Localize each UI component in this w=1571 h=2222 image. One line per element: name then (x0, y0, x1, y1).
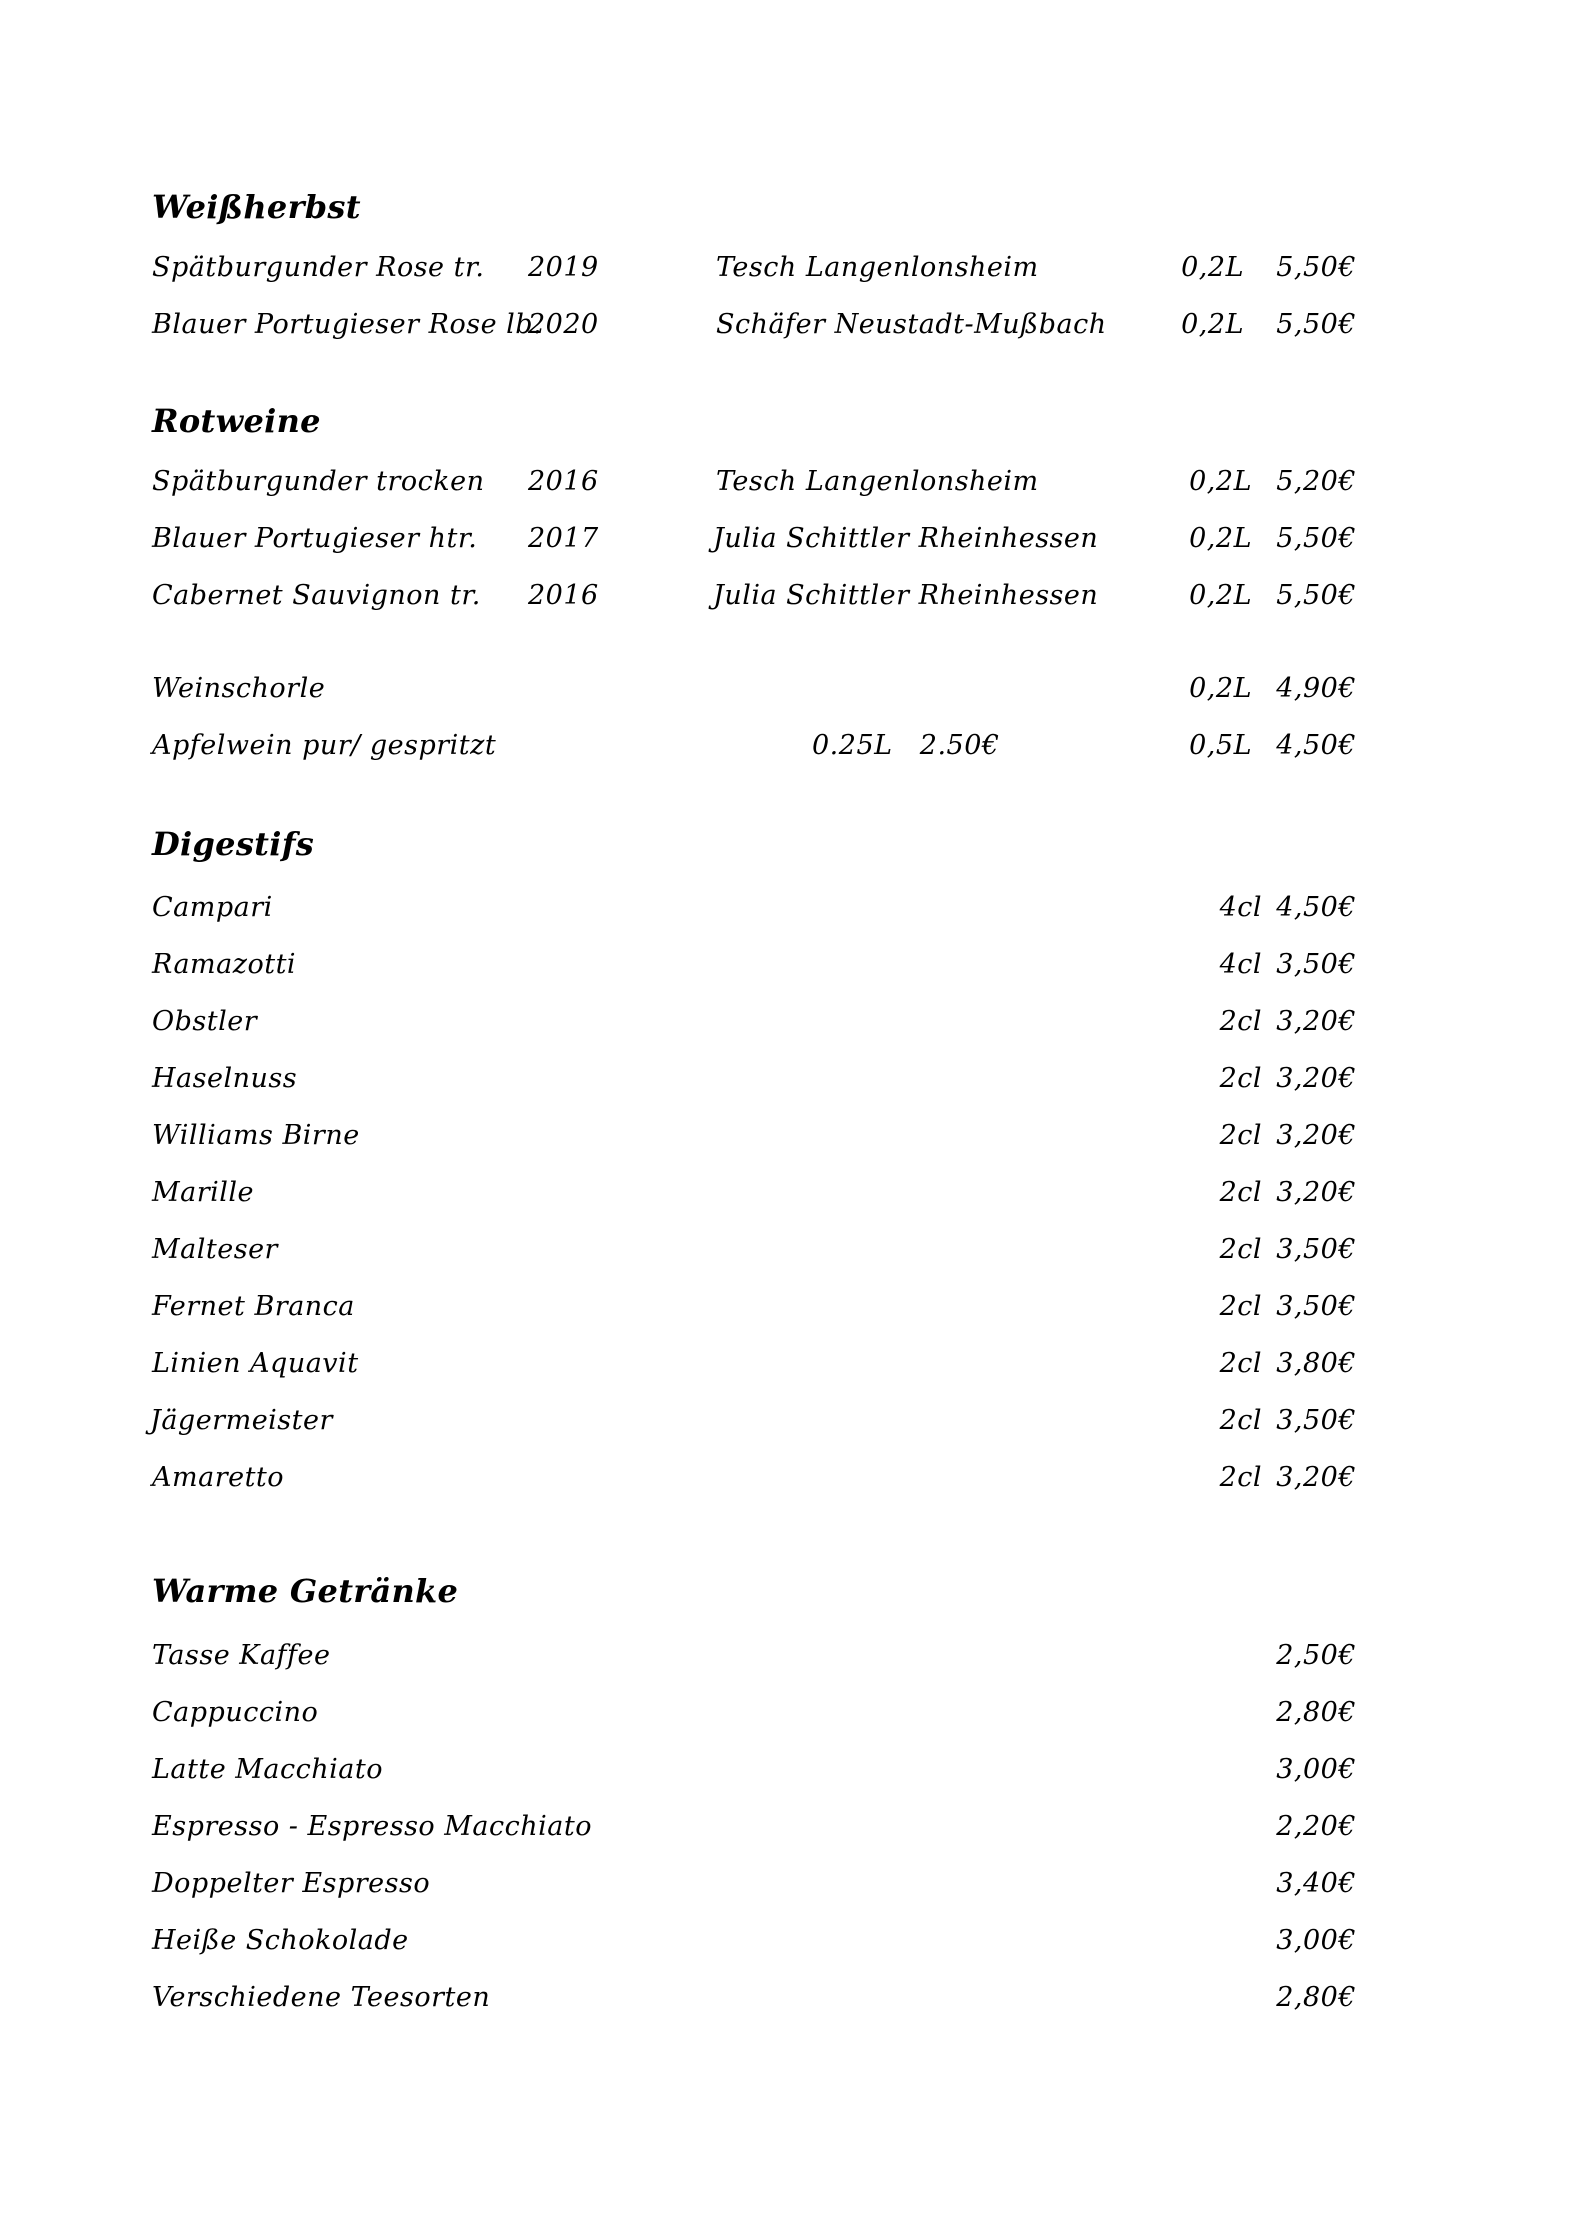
volume: 0,2L (1189, 466, 1252, 497)
drink-name: Doppelter Espresso (152, 1868, 431, 1899)
volume: 4cl (1219, 949, 1262, 980)
wine-name: Spätburgunder Rose tr. (152, 252, 485, 283)
price: 5,50€ (1276, 309, 1356, 340)
volume: 2cl (1219, 1063, 1262, 1094)
volume: 2cl (1219, 1006, 1262, 1037)
price: 3,00€ (1276, 1754, 1356, 1785)
wine-name: Spätburgunder trocken (152, 466, 485, 497)
price: 3,80€ (1276, 1348, 1356, 1379)
wine-producer: Julia Schittler Rheinhessen (713, 580, 1099, 611)
volume: 0,2L (1189, 673, 1252, 704)
price: 2,80€ (1276, 1697, 1356, 1728)
price: 2,80€ (1276, 1982, 1356, 2013)
wine-year: 2016 (528, 580, 599, 611)
volume: 2cl (1219, 1291, 1262, 1322)
wine-year: 2019 (528, 252, 599, 283)
price: 2,50€ (1276, 1640, 1356, 1671)
wine-year: 2016 (528, 466, 599, 497)
drink-name: Amaretto (152, 1462, 285, 1493)
volume: 2cl (1219, 1348, 1262, 1379)
price: 5,50€ (1276, 580, 1356, 611)
drink-name: Fernet Branca (152, 1291, 355, 1322)
price: 3,50€ (1276, 1234, 1356, 1265)
volume: 4cl (1219, 892, 1262, 923)
price: 3,20€ (1276, 1120, 1356, 1151)
volume: 2cl (1219, 1177, 1262, 1208)
drink-name: Campari (152, 892, 273, 923)
wine-name: Blauer Portugieser Rose lb. (152, 309, 543, 340)
wine-name: Cabernet Sauvignon tr. (152, 580, 481, 611)
wine-name: Blauer Portugieser htr. (152, 523, 478, 554)
drink-name: Heiße Schokolade (152, 1925, 409, 1956)
volume: 0,2L (1189, 580, 1252, 611)
drink-name: Williams Birne (152, 1120, 360, 1151)
price: 3,20€ (1276, 1177, 1356, 1208)
volume: 2cl (1219, 1405, 1262, 1436)
price: 3,20€ (1276, 1462, 1356, 1493)
price: 5,50€ (1276, 252, 1356, 283)
volume: 0,5L (1189, 730, 1252, 761)
price: 4,50€ (1276, 730, 1356, 761)
drink-name: Apfelwein pur/ gespritzt (152, 730, 497, 761)
wine-producer: Julia Schittler Rheinhessen (713, 523, 1099, 554)
wine-producer: Tesch Langenlonsheim (716, 466, 1039, 497)
price: 3,40€ (1276, 1868, 1356, 1899)
drink-name: Latte Macchiato (152, 1754, 384, 1785)
drink-name: Tasse Kaffee (152, 1640, 331, 1671)
wine-producer: Schäfer Neustadt-Mußbach (716, 309, 1107, 340)
price: 2,20€ (1276, 1811, 1356, 1842)
volume: 0,2L (1189, 523, 1252, 554)
section-title-digestifs: Digestifs (152, 825, 315, 863)
price: 3,50€ (1276, 1291, 1356, 1322)
section-title-rotweine: Rotweine (152, 402, 321, 440)
small-portion-price: 0.25L 2.50€ (812, 730, 1000, 761)
drink-name: Obstler (152, 1006, 258, 1037)
volume: 2cl (1219, 1462, 1262, 1493)
volume: 0,2L (1181, 252, 1244, 283)
price: 3,20€ (1276, 1006, 1356, 1037)
wine-producer: Tesch Langenlonsheim (716, 252, 1039, 283)
wine-year: 2020 (528, 309, 599, 340)
price: 5,50€ (1276, 523, 1356, 554)
wine-year: 2017 (528, 523, 599, 554)
volume: 2cl (1219, 1234, 1262, 1265)
drink-name: Espresso - Espresso Macchiato (152, 1811, 592, 1842)
drink-name: Weinschorle (152, 673, 326, 704)
price: 4,90€ (1276, 673, 1356, 704)
drink-name: Haselnuss (152, 1063, 298, 1094)
price: 3,20€ (1276, 1063, 1356, 1094)
price: 5,20€ (1276, 466, 1356, 497)
volume: 0,2L (1181, 309, 1244, 340)
drink-name: Malteser (152, 1234, 278, 1265)
section-title-weissherbst: Weißherbst (152, 188, 361, 226)
section-title-warme-getraenke: Warme Getränke (152, 1572, 459, 1610)
drink-name: Verschiedene Teesorten (152, 1982, 491, 2013)
drink-name: Jägermeister (150, 1405, 333, 1436)
drink-name: Ramazotti (152, 949, 297, 980)
volume: 2cl (1219, 1120, 1262, 1151)
price: 3,50€ (1276, 949, 1356, 980)
drink-name: Linien Aquavit (152, 1348, 359, 1379)
price: 4,50€ (1276, 892, 1356, 923)
price: 3,00€ (1276, 1925, 1356, 1956)
price: 3,50€ (1276, 1405, 1356, 1436)
drink-name: Marille (152, 1177, 255, 1208)
drink-name: Cappuccino (152, 1697, 319, 1728)
